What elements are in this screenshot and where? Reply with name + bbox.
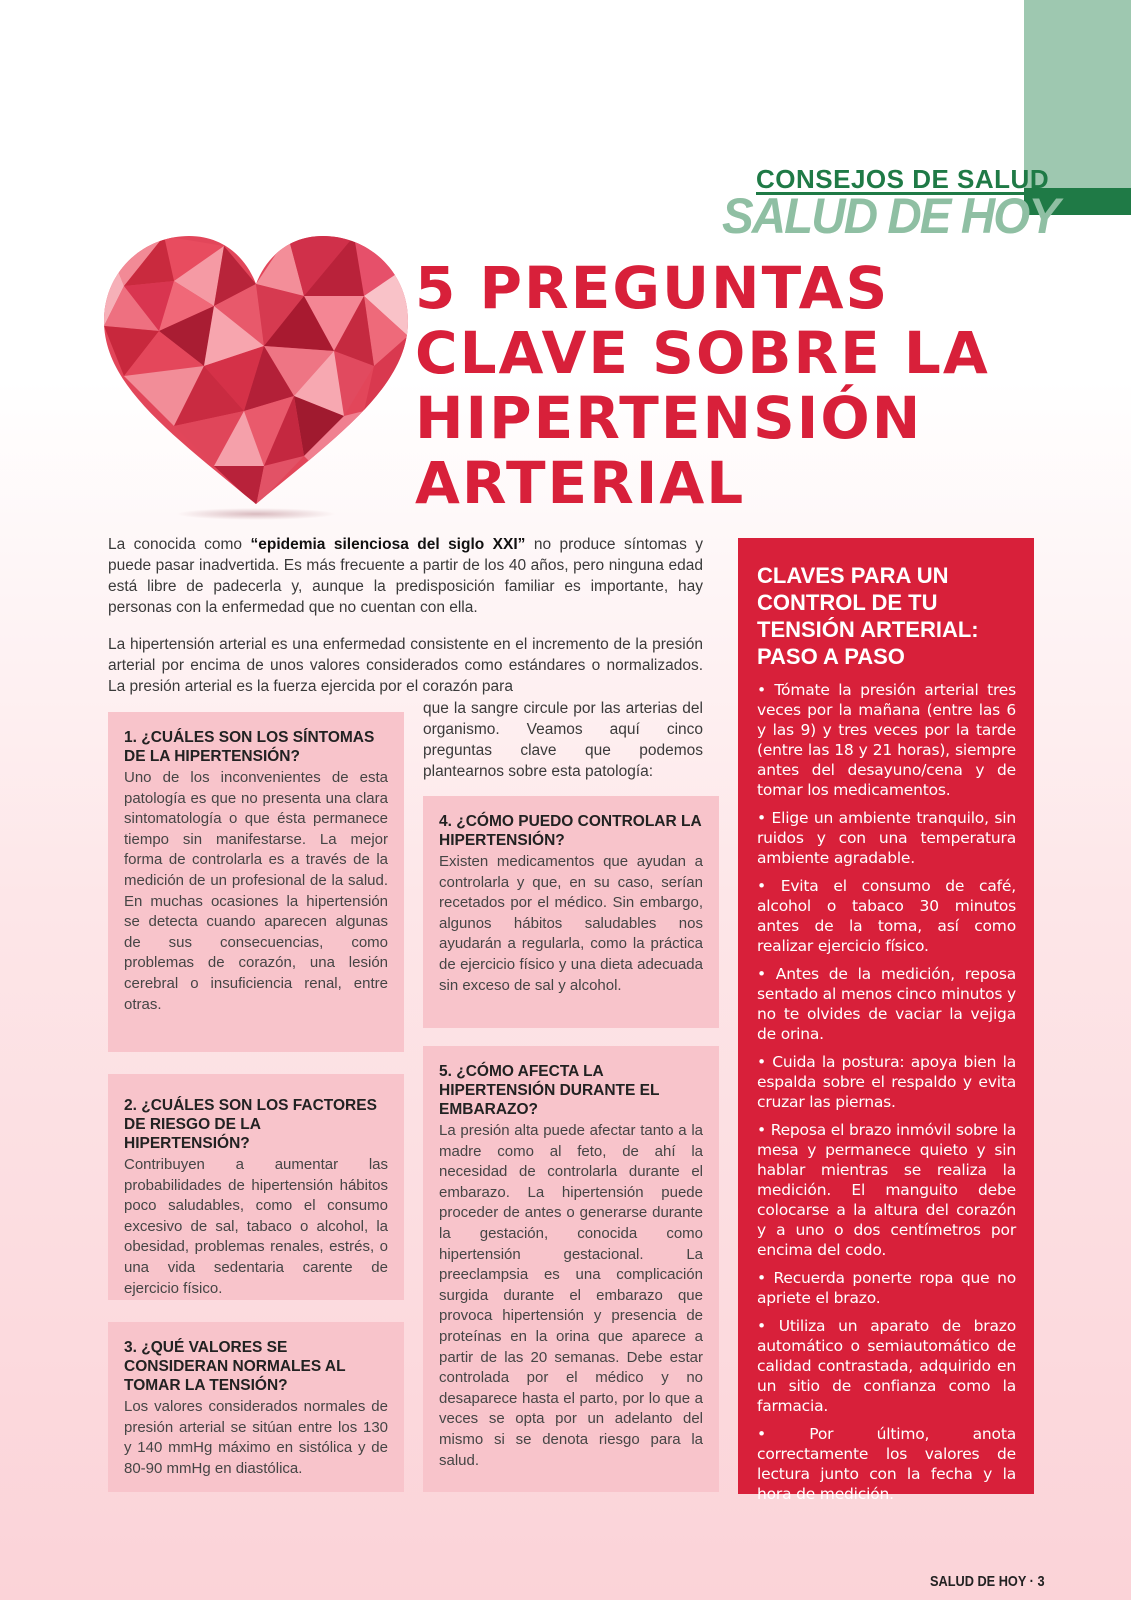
- question-heading: 1. ¿CUÁLES SON LOS SÍNTOMAS DE LA HIPERTENSIÓN?: [124, 729, 375, 765]
- question-body: Contribuyen a aumentar las probabilidades de hipertensión hábitos poco saludables, como el consumo excesivo de sal, tabaco o alcohol, la obesidad, problemas renales, estrés, o una vida sedentaria carente de ejercicio físico.: [124, 1156, 388, 1297]
- page-footer: SALUD DE HOY · 3: [930, 1573, 1045, 1590]
- question-heading: 4. ¿CÓMO PUEDO CONTROLAR LA HIPERTENSIÓN?: [439, 813, 702, 849]
- intro-paragraph: [108, 534, 703, 618]
- question-heading: 2. ¿CUÁLES SON LOS FACTORES DE RIESGO DE LA HIPERTENSIÓN?: [124, 1097, 377, 1152]
- question-body: Existen medicamentos que ayudan a controlarla y que, en su caso, serían recetados por el médico. Sin embargo, algunos hábitos saludables nos ayudarán a regularla, como la práctica de ejercicio físico y una dieta adecuada sin exceso de sal y alcohol.: [439, 853, 703, 994]
- question-box-4: [423, 796, 719, 1028]
- question-heading: 5. ¿CÓMO AFECTA LA HIPERTENSIÓN DURANTE EL EMBARAZO?: [439, 1063, 660, 1118]
- brand-logo: SALUD DE HOY: [722, 188, 1059, 244]
- tip-item: • Evita el consumo de café, alcohol o tabaco 30 minutos antes de la toma, así como realizar ejercicio físico.: [757, 877, 1016, 955]
- tip-item: • Por último, anota correctamente los valores de lectura junto con la fecha y la hora de medición.: [757, 1425, 1016, 1503]
- tip-item: • Elige un ambiente tranquilo, sin ruidos y con una temperatura ambiente agradable.: [757, 809, 1016, 867]
- intro-text: no produce síntomas y puede pasar inadvertida. Es más frecuente a partir de los 40 años, pero ninguna edad está libre de padecerla y, aunque la predisposición familiar es importante, hay personas con la enfermedad que no cuentan con ella.: [108, 536, 704, 616]
- section-label: CONSEJOS DE SALUD: [756, 164, 1050, 194]
- question-body: La presión alta puede afectar tanto a la madre como al feto, de ahí la necesidad de controlarla durante el embarazo. La hipertensión puede proceder de antes o generarse durante la gestación, conocida como hipertensión gestacional. La preeclampsia es una complicación surgida durante el embarazo que provoca hipertensión y presencia de proteínas en la orina que aparece a partir de las 20 semanas. Debe estar controlada por el médico y no desaparece hasta el parto, por lo que a veces se opta por un adelanto del mismo si se denota riesgo para la salud.: [439, 1122, 703, 1469]
- question-box-1: [108, 712, 404, 1052]
- intro-emphasis: “epidemia silenciosa del siglo XXI”: [250, 536, 526, 553]
- heart-illustration: [104, 236, 408, 526]
- tip-item: • Cuida la postura: apoya bien la espalda sobre el respaldo y evita cruzar las piernas.: [757, 1053, 1016, 1111]
- intro-text: La conocida como: [108, 536, 251, 553]
- tip-item: • Recuerda ponerte ropa que no apriete el brazo.: [757, 1269, 1016, 1307]
- tips-list: [757, 680, 1016, 1504]
- title-line: CLAVE SOBRE LA: [415, 319, 990, 387]
- question-box-2: [108, 1074, 404, 1300]
- question-heading: 3. ¿QUÉ VALORES SE CONSIDERAN NORMALES AL TOMAR LA TENSIÓN?: [124, 1339, 346, 1394]
- tip-item: • Utiliza un aparato de brazo automático o semiautomático de calidad contrastada, adquirido en un sitio de confianza como la farmacia.: [757, 1317, 1016, 1415]
- question-box-5: [423, 1046, 719, 1492]
- question-body: Uno de los inconvenientes de esta patología es que no presenta una clara sintomatología o que ésta permanece tiempo sin manifestarse. La mejor forma de controlarla es a través de la medición de un profesional de la salud. En muchas ocasiones la hipertensión se detecta cuando aparecen algunas de sus consecuencias, como problemas de corazón, una lesión cerebral o insuficiencia renal, entre otras.: [124, 769, 388, 1013]
- title-line: 5 PREGUNTAS: [415, 254, 890, 322]
- question-body: Los valores considerados normales de presión arterial se sitúan entre los 130 y 140 mmHg máximo en sistólica y de 80-90 mmHg en diastólica.: [124, 1398, 388, 1477]
- page-title: [415, 256, 1115, 516]
- title-line: HIPERTENSIÓN: [415, 384, 923, 452]
- tip-item: • Tómate la presión arterial tres veces por la mañana (entre las 6 y las 9) y tres veces por la tarde (entre las 18 y 21 horas), siempre antes del desayuno/cena y de tomar los medicamentos.: [757, 681, 1016, 799]
- intro-paragraph-2: La hipertensión arterial es una enfermedad consistente en el incremento de la presión arterial por encima de unos valores considerados como estándares o normalizados. La presión arterial es la fuerza ejercida por el corazón para: [108, 636, 703, 695]
- sidebar-title: CLAVES PARA UN CONTROL DE TU TENSIÓN ARTERIAL: PASO A PASO: [757, 563, 979, 669]
- intro-paragraph-3: que la sangre circule por las arterias del organismo. Veamos aquí cinco preguntas clave que podemos plantearnos sobre esta patología:: [423, 700, 703, 780]
- tips-sidebar: [738, 538, 1034, 1503]
- question-box-3: [108, 1322, 404, 1492]
- title-line: ARTERIAL: [415, 449, 746, 517]
- green-corner-tab: [1024, 0, 1131, 188]
- tip-item: • Antes de la medición, reposa sentado al menos cinco minutos y no te olvides de vaciar la vejiga de orina.: [757, 965, 1016, 1043]
- tip-item: • Reposa el brazo inmóvil sobre la mesa y permanece quieto y sin hablar mientras se realiza la medición. El manguito debe colocarse a la altura del corazón y a uno o dos centímetros por encima del codo.: [757, 1121, 1016, 1259]
